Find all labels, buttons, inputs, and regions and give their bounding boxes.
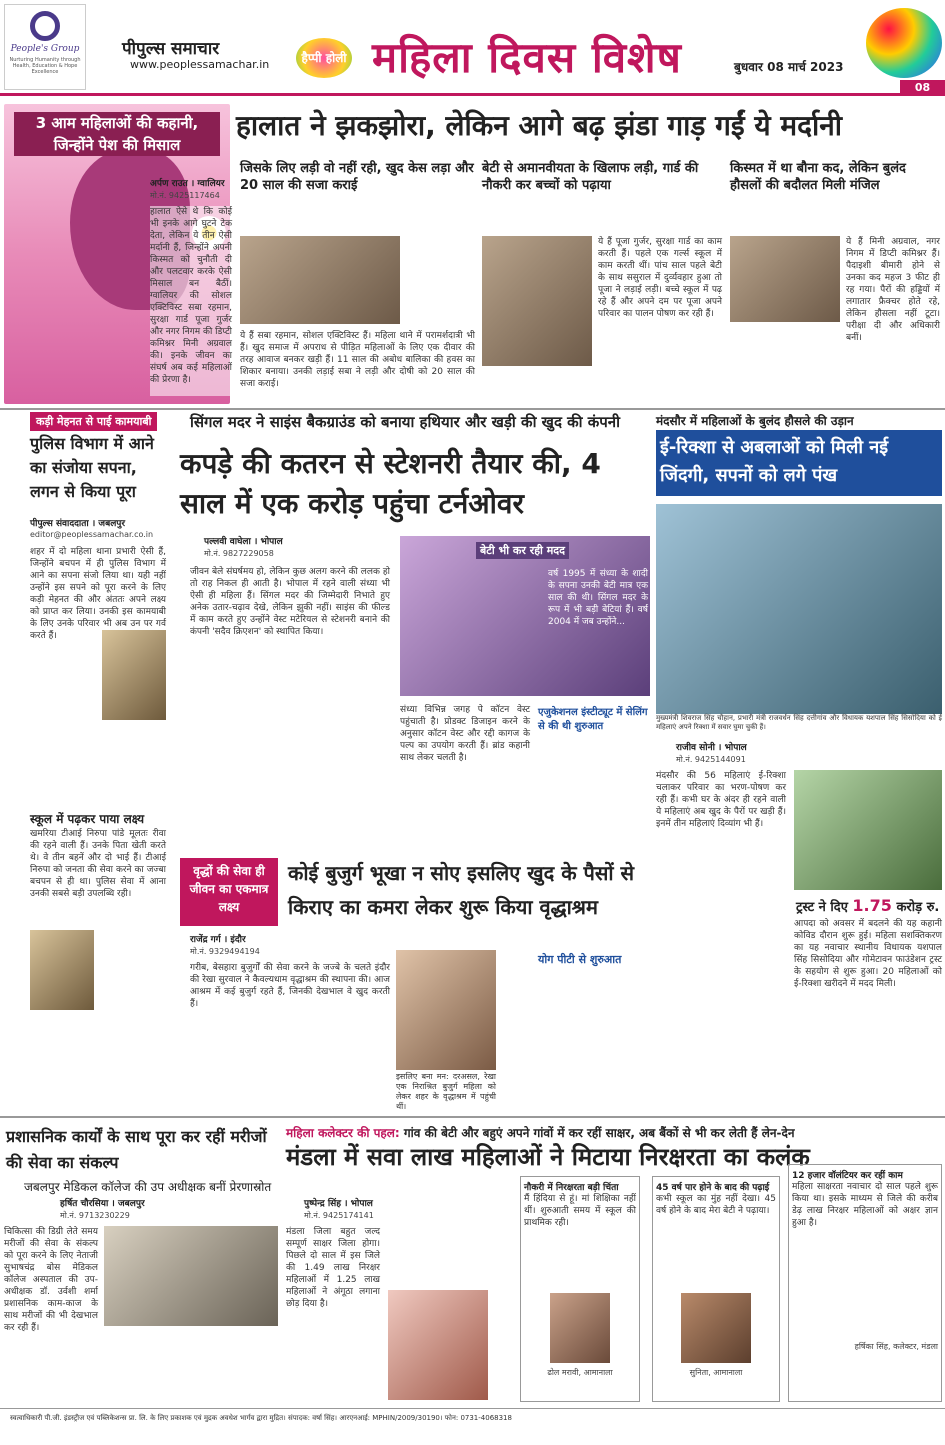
story7-quote-3	[788, 1164, 942, 1402]
divider	[0, 1116, 945, 1118]
story4-headline: ई-रिक्शा से अबलाओं को मिली नई जिंदगी, सपनों को लगे पंख	[656, 430, 942, 496]
story5-photo-rekha	[396, 950, 496, 1070]
story4-text: मंदसौर की 56 महिलाएं ई-रिक्शा चलाकर परिवार का भरण-पोषण कर रही हैं। कभी घर के अंदर ही रहने वाली ये महिलाएं अब खुद के पैरों पर खड़ी हैं। इनमें तीन महिलाएं दिव्यांग भी हैं।	[656, 771, 786, 829]
story4-text2: आपदा को अवसर में बदलने की यह कहानी कोविड दौरान शुरू हुई। महिला सशक्तिकरण का यह नवाचार स्थानीय विधायक यशपाल सिंह सिसोदिया और गोमेटावन फाउंडेशन ट्रस्ट के सहयोग से शुरू हुआ। 20 महिलाओं को ई-रिक्शा खरीदने में मदद मिली।	[794, 919, 942, 989]
story2-headline: पुलिस विभाग में आने का संजोया सपना, लगन से किया पूरा	[30, 434, 154, 501]
story3-mobile: मो.नं. 9827229058	[204, 549, 274, 558]
logo-name: People's Group	[10, 44, 80, 54]
story1-photo-saba	[240, 236, 400, 324]
story4-donation	[796, 896, 939, 915]
story1-col2-sub: बेटी से अमानवीयता के खिलाफ लड़ी, गार्ड की नौकरी कर बच्चों को पढ़ाया	[482, 161, 699, 193]
story7-mobile: मो.नं. 9425174141	[304, 1211, 374, 1220]
quote-text: कभी स्कूल का मुंह नहीं देखा। 45 वर्ष होने के बाद मेरा बेटी ने पढ़ाया।	[656, 1194, 776, 1216]
story2-sub2: स्कूल में पढ़कर पाया लक्ष्य	[30, 812, 145, 826]
story5-mobile: मो.नं. 9329494194	[190, 947, 260, 956]
story7-quote-1	[520, 1176, 640, 1402]
story1-byline: अर्पण राउत । ग्वालियर	[150, 179, 225, 189]
story6-mobile: मो.नं. 9713230229	[60, 1211, 130, 1220]
quote-name: सुनिता, आमानाला	[689, 1368, 743, 1377]
story1-col1-text: ये हैं सबा रहमान, सोशल एक्टिविस्ट हैं। महिला थाने में परामर्शदात्री भी हैं। खुद समाज में अपराध से पीड़ित महिलाओं के लिए एक दीवार की तरह आवाज बनकर खड़ी हैं। 11 साल की अबोध बालिका की हवस का शिकार बनाया। उनकी लड़ाई सबा ने लड़ी और दोषी को 20 साल की सजा कराई।	[240, 331, 475, 389]
story5-label: वृद्धों की सेवा ही जीवन का एकमात्र लक्ष्य	[180, 858, 278, 926]
story3-sub: एजुकेशनल इंस्टीट्यूट में सेलिंग से की थी शुरुआत	[538, 707, 648, 732]
paper-name: पीपुल्स समाचार	[122, 39, 220, 59]
logo-tagline: Nurturing Humanity through Health, Education & Hope Excellence	[9, 57, 81, 75]
masthead	[0, 0, 945, 96]
story4-byline: राजीव सोनी । भोपाल	[676, 743, 747, 753]
quote-photo	[550, 1293, 610, 1363]
story5-headline: कोई बुजुर्ग भूखा न सोए इसलिए खुद के पैसों से किराए का कमरा लेकर शुरू किया वृद्धाश्रम	[288, 861, 635, 919]
story3-byline: पल्लवी वाघेला । भोपाल	[204, 537, 283, 547]
story2-photo-second	[30, 930, 94, 1010]
story3-fact: वर्ष 1995 में संध्या के शादी के सपना उनकी बेटी मात्र एक साल की थी। सिंगल मदर के रूप में भी बड़ी बेटियां हैं। वर्ष 2004 में जब उन्होंने...	[548, 569, 648, 627]
story2-byline: पीपुल्स संवाददाता । जबलपुर	[30, 519, 126, 529]
story3-text: जीवन बेले संघर्षमय हो, लेकिन कुछ अलग करने की ललक हो तो राह निकल ही आती है। भोपाल में रहने वाली संध्या भी ऐसी ही महिला हैं। सिंगल मदर की जिम्मेदारी निभाते हुए अनेक उतार-चढ़ाव देखे, लेकिन झुकी नहीं। साइंस की फील्ड में काम करते हुए उन्होंने वेस्ट मटेरियल से स्टेशनरी बनाने की कंपनी 'सदैव क्रिएशन' को स्थापित किया।	[190, 567, 390, 637]
story1-kicker: 3 आम महिलाओं की कहानी, जिन्होंने पेश की मिसाल	[14, 112, 220, 158]
story3-photo-caption: बेटी भी कर रही मदद	[476, 542, 569, 559]
story7-quote-2	[652, 1176, 780, 1402]
logo-ring-icon	[30, 11, 60, 41]
story4-photo-erickshaw	[656, 504, 942, 714]
story4-mobile: मो.नं. 9425144091	[676, 755, 746, 764]
story2-label: कड़ी मेहनत से पाई कामयाबी	[30, 412, 157, 431]
story7-headline: मंडला में सवा लाख महिलाओं ने मिटाया निरक्षरता का कलंक	[286, 1143, 810, 1171]
story3-headline: कपड़े की कतरन से स्टेशनरी तैयार की, 4 साल में एक करोड़ पहुंचा टर्नओवर	[180, 447, 601, 520]
story1-photo-pooja	[482, 236, 592, 366]
group-logo	[4, 4, 86, 90]
quote-name: ढोल मरावी, आमानाला	[547, 1368, 613, 1377]
story7-byline: पुष्पेन्द्र सिंह । भोपाल	[304, 1199, 373, 1209]
story1-mobile: मो.नं. 9425117464	[150, 191, 220, 200]
story4-photo-fleet	[794, 770, 942, 890]
story4-donation-amount: 1.75	[852, 896, 892, 915]
story1-headline: हालात ने झकझोरा, लेकिन आगे बढ़ झंडा गाड़ गईं ये मर्दानी	[236, 109, 842, 142]
quote-name: हर्षिका सिंह, कलेक्टर, मंडला	[854, 1342, 938, 1351]
quote-title: नौकरी में निरक्षरता बड़ी चिंता	[524, 1183, 619, 1193]
special-title: महिला दिवस विशेष	[372, 33, 682, 82]
story6-text: चिकित्सा की डिग्री लेते समय मरीजों की सेवा के संकल्प को पूरा करने के लिए नेताजी सुभाषचंद्र बोस मेडिकल कॉलेज अस्पताल की उप-अधीक्षक डॉ. उर्वशी शर्मा प्रशासनिक काम-काज के साथ मरीजों की भी देखभाल कर रही हैं।	[4, 1227, 98, 1333]
story4-donation-label: ट्रस्ट ने दिए	[796, 900, 848, 915]
story5-photo-caption: इसलिए बना मन: दरअसल, रेखा एक निराश्रित बुजुर्ग महिला को लेकर शहर के वृद्धाश्रम में पहुंची थीं।	[396, 1072, 496, 1111]
story5-byline: राजेंद्र गर्ग । इंदौर	[190, 935, 246, 945]
story2-text2: खमरिया टीआई निरुपा पांडे मूलतः रीवा की रहने वाली हैं। उनके पिता खेती करते थे। वे तीन बहनें और दो भाई हैं। टीआई निरुपा को जनता की सेवा करने का जज्बा बचपन से ही था। पुलिस सेवा में आना उनकी सबसे बड़ी उपलब्धि रही।	[30, 829, 166, 899]
holi-badge: हैप्पी होली	[296, 38, 352, 78]
story1-col3-sub: किस्मत में था बौना कद, लेकिन बुलंद हौसलों की बदौलत मिली मंजिल	[730, 161, 906, 193]
quote-photo	[681, 1293, 751, 1363]
dateline: बुधवार 08 मार्च 2023	[734, 60, 844, 74]
footer-imprint: स्वत्वाधिकारी पी.जी. इंडस्ट्रीज एवं पब्लिकेशन्स प्रा. लि. के लिए प्रकाशक एवं मुद्रक अवधेश भार्गव द्वारा मुद्रित। संपादक: वर्षा सिंह। आरएनआई: MPHIN/2009/30190। फोन: 0731-4068318	[0, 1408, 945, 1445]
holi-colors-decoration	[866, 8, 942, 78]
story7-kicker-label: महिला कलेक्टर की पहल:	[286, 1126, 400, 1140]
story6-photo-doctor	[104, 1226, 278, 1326]
story6-byline: हर्षित चौरसिया । जबलपुर	[60, 1199, 145, 1209]
story4-donation-unit: करोड़ रु.	[896, 900, 940, 915]
story5-sub: योग पीटी से शुरुआत	[538, 953, 622, 966]
page-number: 08	[900, 80, 945, 96]
story6-sub: जबलपुर मेडिकल कॉलेज की उप अधीक्षक बनीं प्रेरणास्रोत	[24, 1180, 272, 1194]
quote-text: मैं हिंदिया से हूं। मां शिक्षिका नहीं थीं। शुरुआती समय में स्कूल की प्राथमिक रही।	[524, 1194, 636, 1228]
story1-col3-text: ये हैं मिनी अग्रवाल, नगर निगम में डिप्टी कमिश्नर हैं। पैदाइशी बीमारी होने से उनका कद महज 3 फीट ही रह गया। पैरों की हड्डियों में लगातार फ्रैक्चर होते रहे, लेकिन हौसला नहीं टूटा। परीक्षा दी और अधिकारी बनीं।	[846, 237, 940, 343]
story2-photo-ti	[102, 630, 166, 720]
story1-intro: हालात ऐसे थे कि कोई भी इनके आगे घुटने टेक देता, लेकिन ये तीन ऐसी मर्दानी हैं, जिन्होंने अपनी किस्मत को चुनौती दी और पलटवार करके ऐसी मिसाल बन बैठीं। ग्वालियर की सोशल एक्टिविस्ट सबा रहमान, सुरक्षा गार्ड पूजा गुर्जर और नगर निगम की डिप्टी कमिश्नर मिनी अग्रवाल की। इनके जीवन का संघर्ष अब कई महिलाओं की प्रेरणा है।	[150, 206, 232, 396]
quote-text: महिला साक्षरता नवाचार दो साल पहले शुरू किया था। इसके माध्यम से जिले की करीब डेढ़ लाख निरक्षर महिलाओं को अक्षर ज्ञान हुआ है।	[792, 1182, 938, 1228]
quote-title: 45 वर्ष पार होने के बाद की पढ़ाई	[656, 1183, 770, 1193]
story6-headline: प्रशासनिक कार्यों के साथ पूरा कर रहीं मरीजों की सेवा का संकल्प	[6, 1127, 267, 1172]
story3-text2: संध्या विभिन्न जगह पे कॉटन वेस्ट पहुंचाती है। प्रोडक्ट डिजाइन करने के अनुसार कॉटन वेस्ट और रद्दी कागज के पल्प का उपयोग करती हैं। ब्रांड कहानी साथ लेकर चलती है।	[400, 705, 530, 763]
story7-kicker: गांव की बेटी और बहुएं अपने गांवों में कर रहीं साक्षर, अब बैंकों से भी कर लेती हैं लेन-देन	[403, 1126, 795, 1140]
story4-kicker: मंदसौर में महिलाओं के बुलंद हौसले की उड़ान	[656, 414, 854, 428]
quote-title: 12 हजार वॉलंटियर कर रहीं काम	[792, 1171, 903, 1181]
story4-photo-caption: मुख्यमंत्री शिवराज सिंह चौहान, प्रभारी मंत्री राजवर्धन सिंह दत्तीगांव और विधायक यशपाल सिंह सिसोदिया को ई महिलाएं अपने रिक्शा में सवार घुमा चुकी हैं।	[656, 714, 942, 731]
story3-kicker: सिंगल मदर ने साइंस बैकग्राउंड को बनाया हथियार और खड़ी की खुद की कंपनी	[190, 413, 621, 431]
story7-text: मंडला जिला बहुत जल्द सम्पूर्ण साक्षर जिला होगा। पिछले दो साल में इस जिले की 1.49 लाख निरक्षर महिलाओं में 1.25 लाख महिलाओं ने अंगूठा लगाना छोड़ दिया है।	[286, 1227, 380, 1309]
story2-email[interactable]: editor@peoplessamachar.co.in	[30, 530, 154, 539]
divider	[0, 408, 945, 410]
story7-kicker-line	[286, 1124, 942, 1141]
story5-text: गरीब, बेसहारा बुजुर्गों की सेवा करने के जज्बे के चलते इंदौर की रेखा सुरवाल ने कैवल्यधाम वृद्धाश्रम की स्थापना की। आज आश्रम में कई बुजुर्ग रहते हैं, जिनकी देखभाल वे खुद करती हैं।	[190, 963, 390, 1009]
story1-photo-mini	[730, 236, 840, 322]
story7-photo-class	[388, 1290, 488, 1400]
story2-text: शहर में दो महिला थाना प्रभारी ऐसी हैं, जिन्होंने बचपन में ही पुलिस विभाग में आने का सपना संजो लिया था। यही नहीं उन्होंने इस सपने को पूरा करने के लिए कड़ी मेहनत की और अंततः अपने लक्ष्य को प्राप्त कर लिया। उनकी इस कामयाबी के लिए उनके परिवार भी अब उन पर गर्व करते हैं।	[30, 547, 166, 641]
paper-url[interactable]: www.peoplessamachar.in	[130, 58, 270, 71]
story1-col2-text: ये हैं पूजा गुर्जर, सुरक्षा गार्ड का काम करती हैं। पहले एक गर्ल्स स्कूल में काम करती थीं। पांच साल पहले बेटी के साथ ससुराल में दुर्व्यवहार हुआ तो पूजा ने लड़ाई लड़ी। बच्चे स्कूल में पढ़ रहे हैं और अपने दम पर पूजा अपने परिवार का पालन पोषण कर रही हैं।	[598, 237, 722, 319]
story1-col1-sub: जिसके लिए लड़ी वो नहीं रही, खुद केस लड़ा और 20 साल की सजा कराई	[240, 161, 474, 193]
